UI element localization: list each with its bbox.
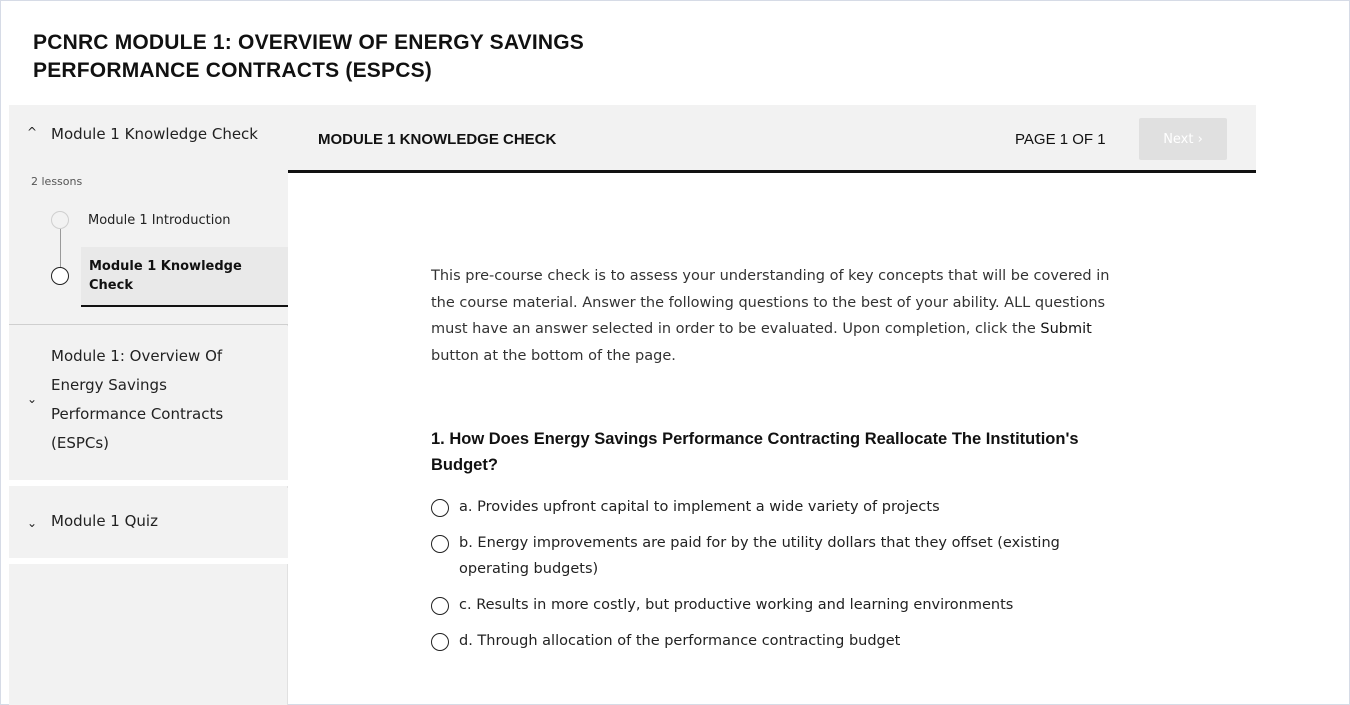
sidebar-section-quiz[interactable] <box>9 488 288 564</box>
chevron-up-icon: ^ <box>27 125 38 139</box>
lesson-status-circle-icon <box>51 267 69 285</box>
page-indicator: PAGE 1 OF 1 <box>1015 131 1106 148</box>
answer-option-b[interactable] <box>431 530 1131 582</box>
intro-paragraph <box>431 263 1131 369</box>
intro-text: This pre-course check is to assess your understanding of key concepts that will be covered in the course material. Answer the following questions to the best of your ability. ALL questions must have an answer selected in order to be evaluated. Upon completion, click the <box>431 268 1110 337</box>
radio-button[interactable] <box>431 633 449 651</box>
course-title-line-1: PCNRC MODULE 1: OVERVIEW OF ENERGY SAVINGS <box>33 31 584 54</box>
sidebar-section-title: Module 1: Overview Of Energy Savings Performance Contracts (ESPCs) <box>51 347 224 452</box>
answer-label: c. Results in more costly, but productive working and learning environments <box>459 597 1014 613</box>
course-title <box>33 29 584 85</box>
answer-option-c[interactable] <box>431 592 1131 618</box>
question-1-title: 1. How Does Energy Savings Performance Contracting Reallocate The Institution's Budget? <box>431 430 1079 474</box>
lesson-title: MODULE 1 KNOWLEDGE CHECK <box>318 131 557 148</box>
radio-button[interactable] <box>431 535 449 553</box>
answer-label: a. Provides upfront capital to implement a wide variety of projects <box>459 499 940 515</box>
answer-option-a[interactable] <box>431 494 1131 520</box>
sidebar-section-title: Module 1 Knowledge Check <box>51 125 258 143</box>
answer-option-d[interactable] <box>431 628 1131 654</box>
sidebar-section-overview[interactable] <box>9 326 288 486</box>
intro-text-end: button at the bottom of the page. <box>431 347 676 364</box>
course-title-line-2: PERFORMANCE CONTRACTS (ESPCS) <box>33 59 432 82</box>
sidebar-lesson-knowledge-check-label[interactable]: Module 1 Knowledge Check <box>89 259 242 293</box>
lesson-status-circle-icon <box>51 211 69 229</box>
chevron-down-icon: ⌄ <box>27 516 38 530</box>
sidebar-section-knowledge-check <box>9 105 288 325</box>
submit-emphasis: Submit <box>1040 321 1092 337</box>
answer-label: b. Energy improvements are paid for by the utility dollars that they offset (existing operating budgets) <box>459 535 1060 577</box>
lessons-count: 2 lessons <box>31 175 83 188</box>
answer-list <box>431 494 1131 664</box>
sidebar <box>9 105 288 705</box>
chevron-down-icon: ⌄ <box>27 392 38 406</box>
sidebar-section-title: Module 1 Quiz <box>51 512 158 530</box>
answer-label: d. Through allocation of the performance contracting budget <box>459 633 901 649</box>
sidebar-lesson-introduction[interactable]: Module 1 Introduction <box>88 213 231 228</box>
lesson-header <box>288 105 1256 173</box>
next-button[interactable]: Next › <box>1139 118 1227 160</box>
radio-button[interactable] <box>431 499 449 517</box>
radio-button[interactable] <box>431 597 449 615</box>
